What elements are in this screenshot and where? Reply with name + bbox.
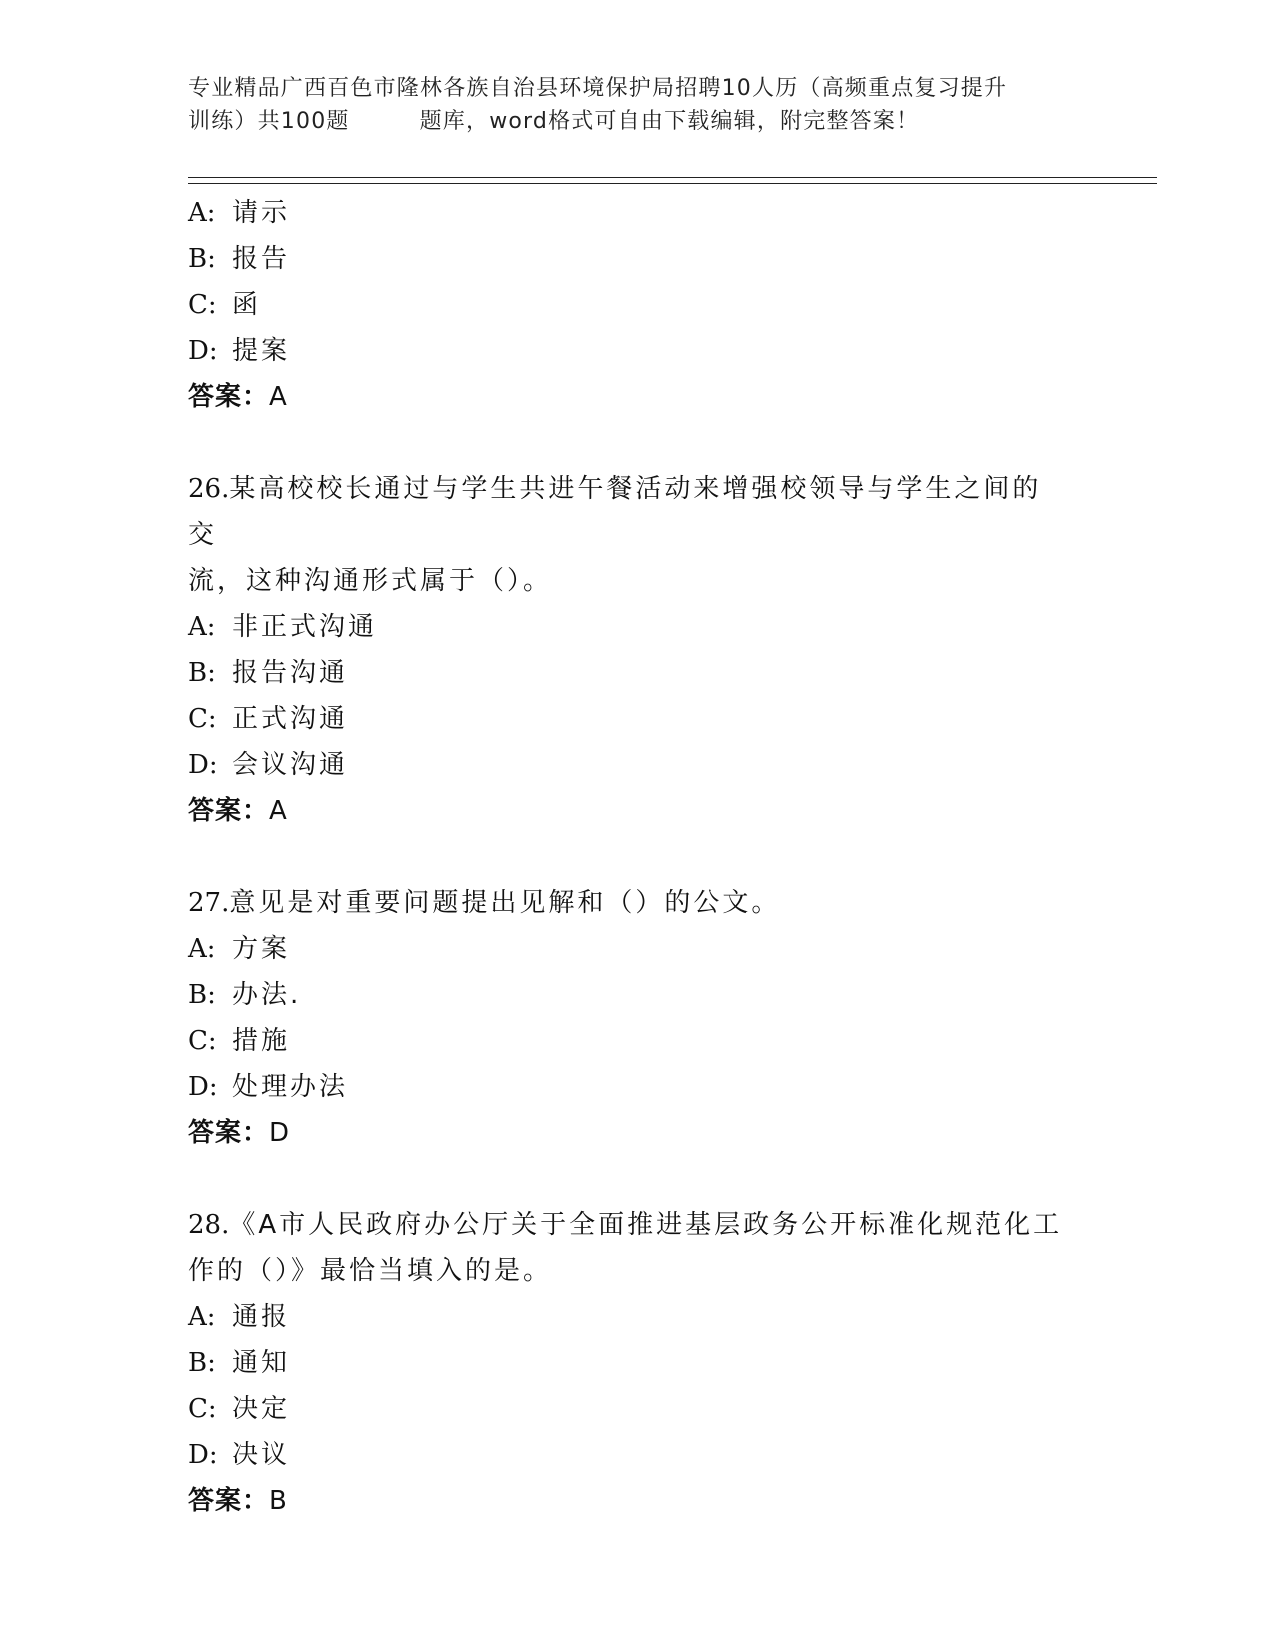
option-text: 报告沟通: [232, 658, 349, 688]
header-line-2: [188, 105, 1088, 138]
spacer: [188, 420, 1088, 466]
header-rule-bottom: [188, 183, 1157, 184]
answer-line: [188, 1478, 1088, 1524]
answer-line: [188, 1110, 1088, 1156]
question-27: [188, 880, 1088, 1156]
option-key: D:: [188, 750, 218, 780]
option-key: C:: [188, 704, 217, 734]
option-text: 方案: [232, 934, 291, 964]
answer-label: 答案：: [188, 1118, 270, 1148]
option-b: [188, 650, 1088, 696]
document-header: [188, 72, 1088, 138]
spacer: [188, 1156, 1088, 1202]
option-text: 请示: [232, 198, 291, 228]
option-text: 办法.: [232, 980, 302, 1010]
stem-line-1: 意见是对重要问题提出见解和（）的公文。: [229, 888, 781, 918]
option-key: D:: [188, 336, 218, 366]
spacer: [188, 834, 1088, 880]
answer-line: [188, 788, 1088, 834]
option-key: A:: [188, 1302, 216, 1332]
option-c: [188, 1018, 1088, 1064]
option-key: C:: [188, 1394, 217, 1424]
option-a: [188, 604, 1088, 650]
option-d: [188, 328, 1088, 374]
header-line-2-part-b: 题库，word格式可自由下载编辑，附完整答案！: [419, 109, 920, 134]
option-a: [188, 190, 1088, 236]
question-26: [188, 466, 1088, 834]
option-d: [188, 1064, 1088, 1110]
option-c: [188, 696, 1088, 742]
option-text: 处理办法: [232, 1072, 349, 1102]
answer-value: A: [269, 382, 288, 412]
option-text: 通知: [232, 1348, 291, 1378]
stem-line-2: 作的（）》最恰当填入的是。: [188, 1256, 553, 1286]
answer-value: D: [269, 1118, 291, 1148]
option-a: [188, 1294, 1088, 1340]
option-text: 决定: [232, 1394, 291, 1424]
option-text: 提案: [232, 336, 291, 366]
option-b: [188, 236, 1088, 282]
option-key: B:: [188, 244, 216, 274]
option-key: A:: [188, 612, 216, 642]
question-number: 28.: [188, 1210, 230, 1240]
stem-line-1: 某高校校长通过与学生共进午餐活动来增强校领导与学生之间的交: [188, 474, 1042, 550]
answer-value: B: [269, 1486, 288, 1516]
option-b: [188, 972, 1088, 1018]
option-text: 通报: [232, 1302, 291, 1332]
option-key: B:: [188, 1348, 216, 1378]
option-c: [188, 282, 1088, 328]
answer-label: 答案：: [188, 796, 270, 826]
header-line-2-part-a: 训练）共100题: [188, 109, 350, 134]
option-c: [188, 1386, 1088, 1432]
answer-label: 答案：: [188, 382, 270, 412]
question-25: [188, 190, 1088, 420]
option-text: 决议: [232, 1440, 291, 1470]
option-key: D:: [188, 1072, 218, 1102]
question-number: 27.: [188, 888, 230, 918]
question-stem: [188, 1202, 1068, 1294]
question-list: [188, 190, 1088, 1524]
answer-label: 答案：: [188, 1486, 270, 1516]
option-key: B:: [188, 658, 216, 688]
option-d: [188, 1432, 1088, 1478]
header-line-1: 专业精品广西百色市隆林各族自治县环境保护局招聘10人历（高频重点复习提升: [188, 76, 1008, 101]
option-text: 措施: [232, 1026, 291, 1056]
question-number: 26.: [188, 474, 230, 504]
option-d: [188, 742, 1088, 788]
option-b: [188, 1340, 1088, 1386]
question-stem: [188, 880, 1068, 926]
answer-line: [188, 374, 1088, 420]
option-a: [188, 926, 1088, 972]
stem-line-1: 《A市人民政府办公厅关于全面推进基层政务公开标准化规范化工: [229, 1210, 1063, 1240]
option-key: D:: [188, 1440, 218, 1470]
header-rule-top: [188, 177, 1157, 178]
stem-line-2: 流，这种沟通形式属于（）。: [188, 566, 553, 596]
option-text: 函: [232, 290, 262, 320]
question-stem: [188, 466, 1068, 604]
option-key: B:: [188, 980, 216, 1010]
option-text: 非正式沟通: [232, 612, 378, 642]
option-text: 会议沟通: [232, 750, 349, 780]
option-text: 报告: [232, 244, 291, 274]
option-key: C:: [188, 1026, 217, 1056]
option-text: 正式沟通: [232, 704, 349, 734]
option-key: A:: [188, 934, 216, 964]
answer-value: A: [269, 796, 288, 826]
option-key: A:: [188, 198, 216, 228]
option-key: C:: [188, 290, 217, 320]
question-28: [188, 1202, 1088, 1524]
